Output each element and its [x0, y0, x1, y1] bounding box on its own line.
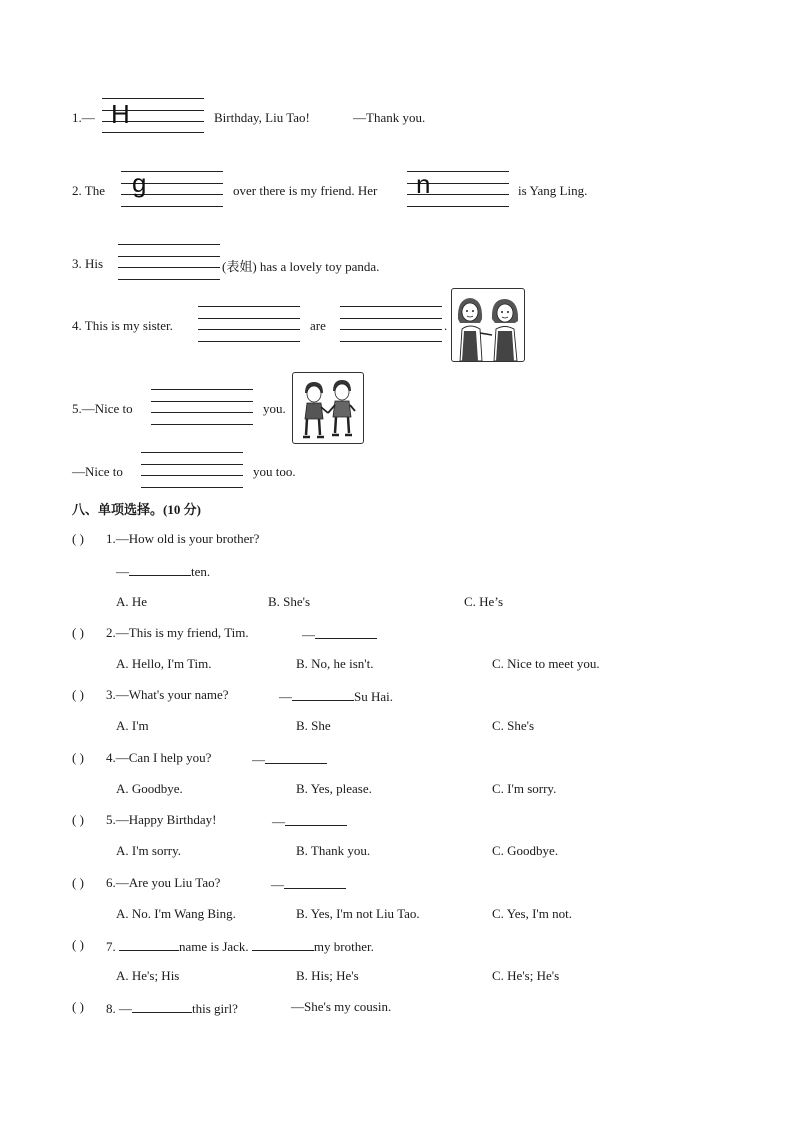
mc6-blank[interactable] — [284, 875, 346, 889]
mc1-option-c[interactable]: C. He’s — [464, 594, 503, 609]
mc7-paren[interactable]: ( ) — [72, 937, 84, 952]
mc4-option-a[interactable]: A. Goodbye. — [116, 781, 183, 796]
mc8-paren[interactable]: ( ) — [72, 999, 84, 1014]
q4-mid-text: are — [310, 318, 326, 333]
mc3-stem: 3.—What's your name? — [106, 687, 229, 702]
mc6-dash: — — [271, 877, 284, 892]
mc5-paren[interactable]: ( ) — [72, 812, 84, 827]
mc1-line2-end: ten. — [191, 564, 211, 579]
two-girls-picture — [451, 288, 525, 362]
q4-writing-lines-2[interactable] — [340, 306, 442, 342]
mc2-stem: 2.—This is my friend, Tim. — [106, 625, 249, 640]
two-boys-handshake-illustration — [293, 373, 363, 443]
mc7-stem-end: my brother. — [313, 939, 374, 954]
mc5-option-c[interactable]: C. Goodbye. — [492, 843, 559, 858]
mc5-reply — [272, 812, 347, 830]
q3-text: (表姐) has a lovely toy panda. — [222, 259, 380, 274]
mc7-blank-1[interactable] — [119, 937, 179, 951]
mc2-option-a[interactable]: A. Hello, I'm Tim. — [116, 656, 212, 671]
mc7-option-a[interactable]: A. He's; His — [116, 968, 180, 983]
mc6-reply — [271, 875, 346, 893]
mc5-stem: 5.—Happy Birthday! — [106, 812, 217, 827]
mc3-option-b[interactable]: B. She — [296, 718, 331, 733]
q2-end-text: is Yang Ling. — [518, 183, 588, 198]
q2-letter-2: n — [416, 169, 431, 199]
q5-end: you. — [263, 401, 286, 416]
q3-number: 3. His — [72, 256, 104, 271]
mc4-dash: — — [252, 752, 265, 767]
mc3-reply — [279, 687, 393, 705]
mc3-reply-end: Su Hai. — [354, 689, 393, 704]
two-girls-illustration — [452, 289, 524, 361]
q2-letter-1: g — [132, 168, 147, 198]
mc4-paren[interactable]: ( ) — [72, 750, 84, 765]
mc3-dash: — — [279, 689, 292, 704]
q5b-end: you too. — [253, 464, 296, 479]
mc5-option-a[interactable]: A. I'm sorry. — [116, 843, 182, 858]
mc7-option-c[interactable]: C. He's; He's — [492, 968, 560, 983]
mc1-line2 — [116, 562, 210, 580]
mc4-blank[interactable] — [265, 750, 327, 764]
two-boys-picture — [292, 372, 364, 444]
mc2-option-c[interactable]: C. Nice to meet you. — [492, 656, 600, 671]
mc6-option-c[interactable]: C. Yes, I'm not. — [492, 906, 572, 921]
mc1-option-a[interactable]: A. He — [116, 594, 148, 609]
q5-number: 5.—Nice to — [72, 401, 133, 416]
mc3-blank[interactable] — [292, 687, 354, 701]
q1-number: 1.— — [72, 110, 95, 125]
mc7-option-b[interactable]: B. His; He's — [296, 968, 359, 983]
q1-reply: —Thank you. — [353, 110, 426, 125]
mc1-paren[interactable]: ( ) — [72, 531, 84, 546]
mc7-stem-num: 7. — [106, 939, 116, 954]
mc4-option-b[interactable]: B. Yes, please. — [296, 781, 372, 796]
mc7-blank-2[interactable] — [252, 937, 314, 951]
mc1-blank[interactable] — [129, 562, 191, 576]
mc1-option-b[interactable]: B. She's — [268, 594, 311, 609]
mc2-option-b[interactable]: B. No, he isn't. — [296, 656, 374, 671]
mc6-stem: 6.—Are you Liu Tao? — [106, 875, 221, 890]
mc8-stem-num: 8. — — [106, 1001, 132, 1016]
q3-writing-lines[interactable] — [118, 244, 220, 280]
q1-letter: H — [111, 99, 130, 129]
mc3-option-a[interactable]: A. I'm — [116, 718, 149, 733]
mc4-reply — [252, 750, 327, 768]
mc1-stem: 1.—How old is your brother? — [106, 531, 260, 546]
mc6-option-a[interactable]: A. No. I'm Wang Bing. — [116, 906, 236, 921]
mc8-stem — [106, 999, 238, 1017]
mc4-stem: 4.—Can I help you? — [106, 750, 212, 765]
mc3-paren[interactable]: ( ) — [72, 687, 84, 702]
mc7-stem — [106, 937, 374, 955]
mc5-blank[interactable] — [285, 812, 347, 826]
mc4-option-c[interactable]: C. I'm sorry. — [492, 781, 557, 796]
mc5-dash: — — [272, 814, 285, 829]
q4-writing-lines-1[interactable] — [198, 306, 300, 342]
q2-mid-text: over there is my friend. Her — [233, 183, 378, 198]
mc5-option-b[interactable]: B. Thank you. — [296, 843, 371, 858]
mc8-blank[interactable] — [132, 999, 192, 1013]
mc8-stem-end: this girl? — [192, 1001, 238, 1016]
mc3-option-c[interactable]: C. She's — [492, 718, 535, 733]
q1-text: Birthday, Liu Tao! — [214, 110, 310, 125]
q5-writing-lines[interactable] — [151, 389, 253, 425]
q5b-writing-lines[interactable] — [141, 452, 243, 488]
mc6-option-b[interactable]: B. Yes, I'm not Liu Tao. — [296, 906, 420, 921]
mc7-stem-mid: name is Jack. — [179, 939, 249, 954]
q2-number: 2. The — [72, 183, 105, 198]
section-8-title: 八、单项选择。(10 分) — [72, 502, 201, 517]
q4-end: . — [444, 318, 448, 333]
q5b-number: —Nice to — [72, 464, 123, 479]
mc2-dash: — — [302, 627, 315, 642]
mc8-reply: —She's my cousin. — [291, 999, 392, 1014]
mc2-paren[interactable]: ( ) — [72, 625, 84, 640]
mc2-reply — [302, 625, 377, 643]
mc1-dash: — — [116, 564, 129, 579]
q4-number: 4. This is my sister. — [72, 318, 173, 333]
mc2-blank[interactable] — [315, 625, 377, 639]
mc6-paren[interactable]: ( ) — [72, 875, 84, 890]
